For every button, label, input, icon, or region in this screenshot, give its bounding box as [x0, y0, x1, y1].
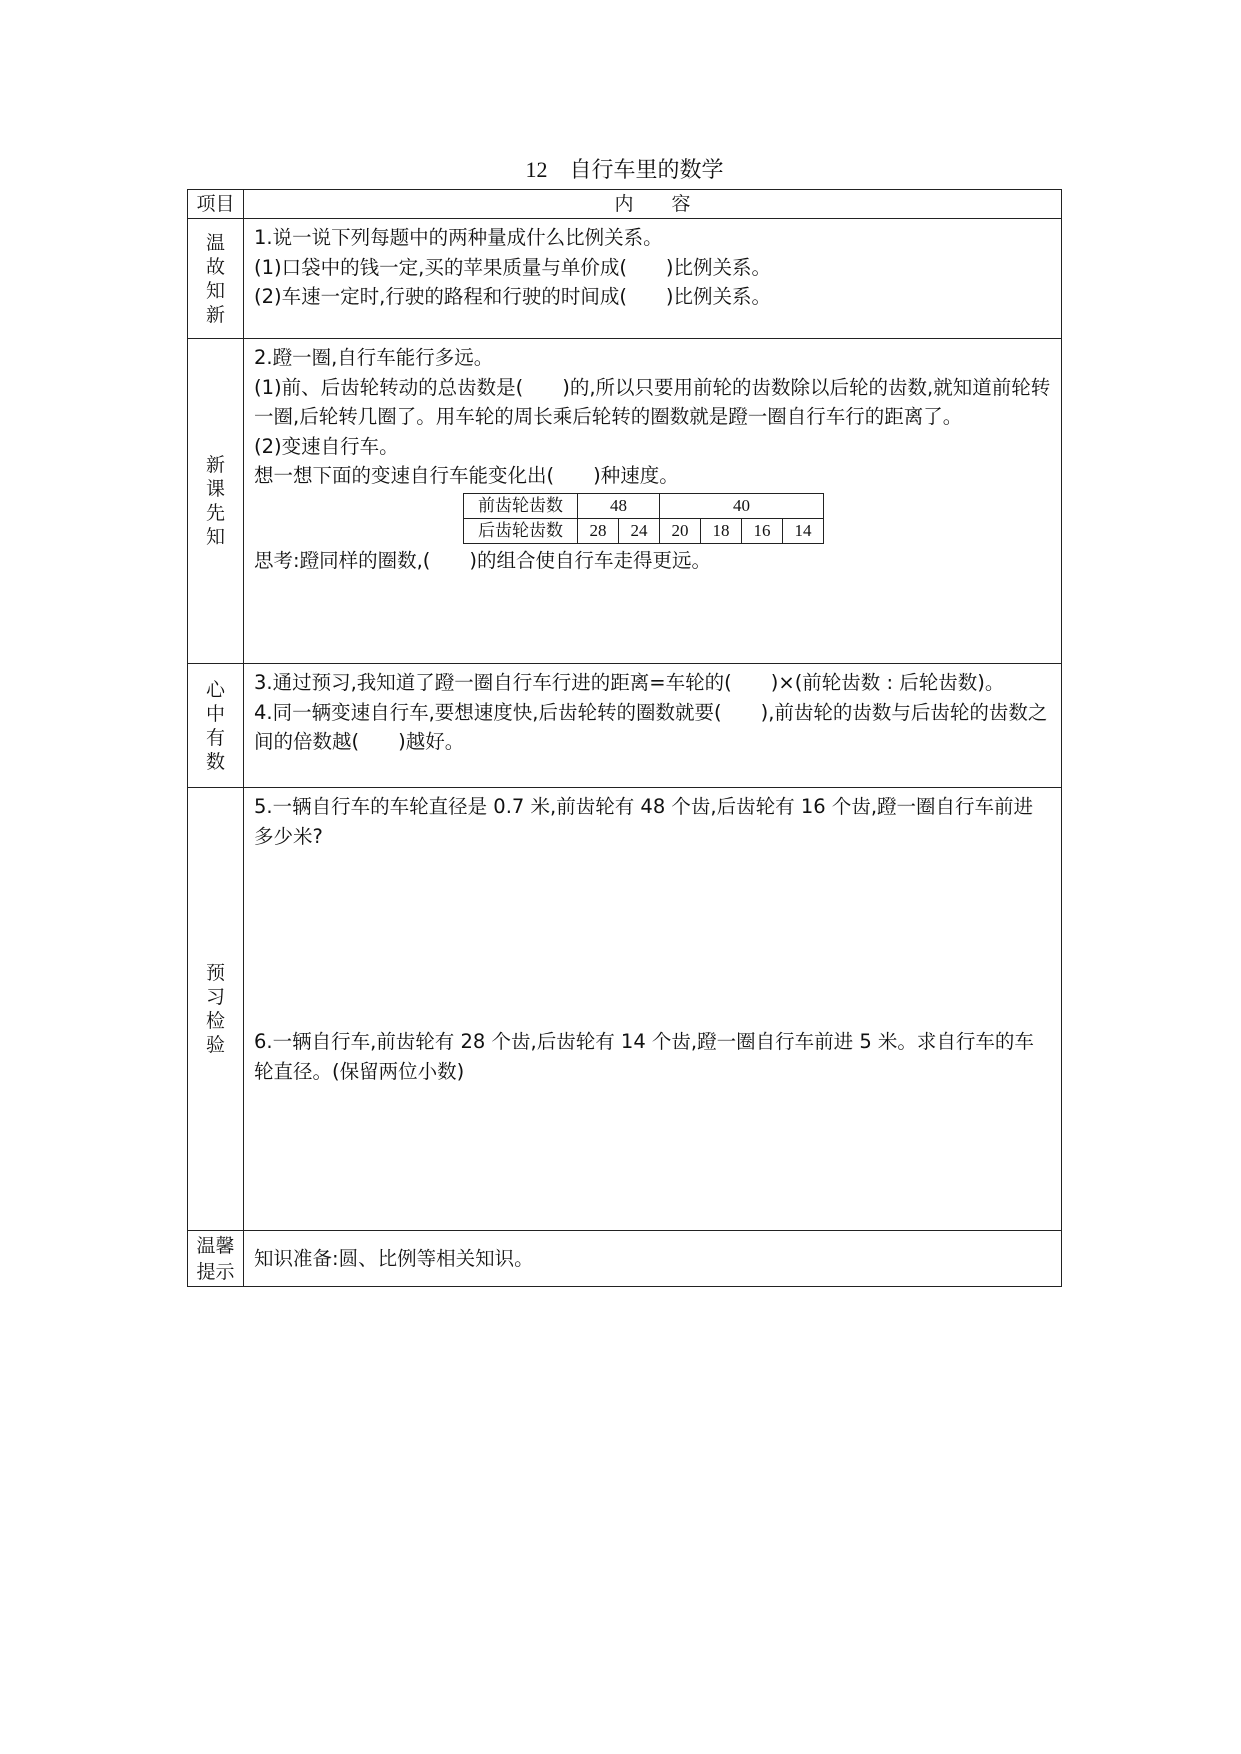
review-line-3: (2)车速一定时,行驶的路程和行驶的时间成( )比例关系。	[254, 285, 772, 308]
summary-label: 心中有数	[205, 678, 225, 773]
check-label: 预习检验	[205, 962, 225, 1056]
summary-label-cell	[188, 664, 244, 788]
tips-label-1: 温馨	[196, 1234, 235, 1257]
preview-line-2: (1)前、后齿轮转动的总齿数是( )的,所以只要用前轮的齿数除以后轮的齿数,就知道前轮转一圈,后轮转几圈了。用车轮的周长乘后轮转的圈数就是蹬一圈自行车行的距离了。	[254, 375, 1051, 428]
header-row	[188, 190, 1062, 219]
preview-line-1: 2.蹬一圈,自行车能行多远。	[254, 346, 494, 369]
review-line-2: (1)口袋中的钱一定,买的苹果质量与单价成( )比例关系。	[254, 255, 772, 279]
gear-rear-value: 16	[742, 518, 783, 543]
header-item: 项目	[188, 190, 244, 219]
tips-row	[188, 1231, 1062, 1287]
preview-label-cell	[188, 339, 244, 664]
gear-rear-value: 20	[660, 518, 701, 543]
gear-front-value: 48	[578, 493, 660, 518]
tips-label-2: 提示	[196, 1260, 235, 1283]
worksheet-table	[187, 189, 1062, 1287]
question-5: 5.一辆自行车的车轮直径是 0.7 米,前齿轮有 48 个齿,后齿轮有 16 个齿,蹬一圈自行车前进多少米?	[254, 795, 1034, 848]
tips-content	[244, 1231, 1062, 1287]
gear-rear-row	[464, 518, 824, 543]
summary-row	[188, 664, 1062, 788]
question-6: 6.一辆自行车,前齿轮有 28 个齿,后齿轮有 14 个齿,蹬一圈自行车前进 5 米。求自行车的车轮直径。(保留两位小数)	[254, 1030, 1034, 1083]
preview-line-3: (2)变速自行车。	[254, 434, 399, 458]
gear-rear-value: 24	[619, 518, 660, 543]
lesson-title: 自行车里的数学	[569, 158, 724, 183]
summary-line-2: 4.同一辆变速自行车,要想速度快,后齿轮转的圈数就要( ),前齿轮的齿数与后齿轮的齿数之间的倍数越( )越好。	[254, 700, 1048, 753]
review-label-cell	[188, 219, 244, 339]
gear-rear-value: 14	[783, 518, 824, 543]
page-title	[187, 152, 1062, 189]
header-content: 内 容	[244, 190, 1062, 219]
summary-line-1: 3.通过预习,我知道了蹬一圈自行车行进的距离=车轮的( )×(前轮齿数 : 后轮齿数)。	[254, 671, 1005, 694]
review-line-1: 1.说一说下列每题中的两种量成什么比例关系。	[254, 226, 663, 249]
preview-content	[244, 339, 1062, 664]
summary-content	[244, 664, 1062, 788]
review-content	[244, 219, 1062, 339]
review-row	[188, 219, 1062, 339]
tips-label-cell	[188, 1231, 244, 1287]
lesson-number: 12	[525, 157, 548, 182]
answer-space-5	[254, 851, 1051, 1027]
preview-line-4: 想一想下面的变速自行车能变化出( )种速度。	[254, 464, 679, 487]
preview-row	[188, 339, 1062, 664]
gear-front-label: 前齿轮齿数	[464, 493, 578, 518]
check-content	[244, 788, 1062, 1231]
gear-rear-value: 28	[578, 518, 619, 543]
review-label: 温故知新	[205, 231, 225, 326]
gear-table	[463, 493, 824, 544]
gear-front-value: 40	[660, 493, 824, 518]
preview-line-5: 思考:蹬同样的圈数,( )的组合使自行车走得更远。	[254, 548, 711, 572]
gear-rear-value: 18	[701, 518, 742, 543]
tips-text: 知识准备:圆、比例等相关知识。	[254, 1246, 534, 1270]
check-label-cell	[188, 788, 244, 1231]
gear-front-row	[464, 493, 824, 518]
gear-rear-label: 后齿轮齿数	[464, 518, 578, 543]
preview-label: 新课先知	[205, 454, 225, 548]
check-row	[188, 788, 1062, 1231]
